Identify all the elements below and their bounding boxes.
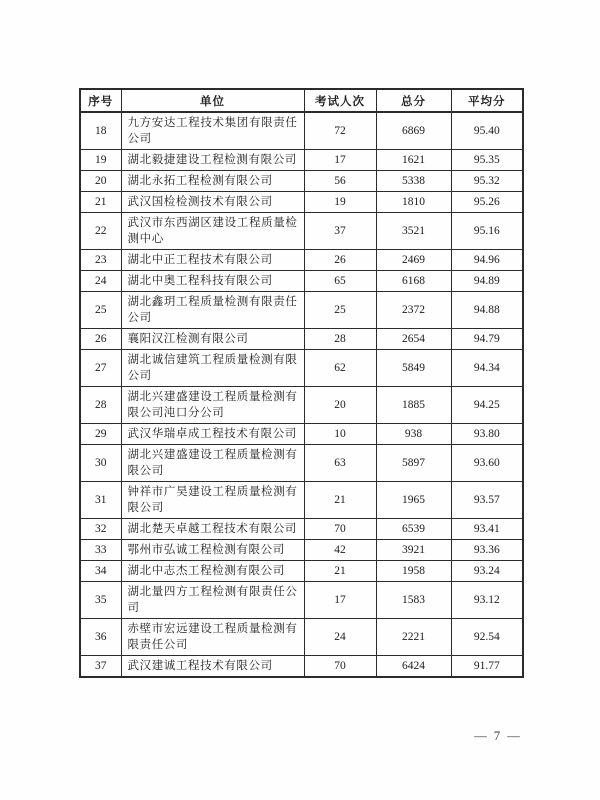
cell-total: 2372 xyxy=(376,292,451,329)
cell-avg: 93.12 xyxy=(451,582,523,619)
header-seq: 序号 xyxy=(80,89,121,112)
cell-unit: 湖北中奥工程科技有限公司 xyxy=(121,271,304,292)
cell-total: 2221 xyxy=(376,619,451,656)
table-row xyxy=(80,424,523,445)
cell-count: 56 xyxy=(304,171,376,192)
cell-unit: 武汉国检检测技术有限公司 xyxy=(121,192,304,213)
cell-seq: 19 xyxy=(80,150,121,171)
cell-count: 10 xyxy=(304,424,376,445)
cell-seq: 34 xyxy=(80,561,121,582)
cell-avg: 94.34 xyxy=(451,350,523,387)
cell-count: 65 xyxy=(304,271,376,292)
cell-unit: 湖北毅捷建设工程检测有限公司 xyxy=(121,150,304,171)
cell-total: 2469 xyxy=(376,250,451,271)
cell-unit: 湖北鑫玥工程质量检测有限责任公司 xyxy=(121,292,304,329)
cell-total: 5338 xyxy=(376,171,451,192)
cell-count: 26 xyxy=(304,250,376,271)
cell-seq: 30 xyxy=(80,445,121,482)
cell-count: 37 xyxy=(304,213,376,250)
table-row xyxy=(80,482,523,519)
cell-count: 21 xyxy=(304,482,376,519)
cell-count: 63 xyxy=(304,445,376,482)
cell-unit: 武汉建诚工程技术有限公司 xyxy=(121,656,304,678)
cell-seq: 37 xyxy=(80,656,121,678)
cell-unit: 湖北中志杰工程检测有限公司 xyxy=(121,561,304,582)
table-row xyxy=(80,445,523,482)
cell-unit: 湖北兴建盛建设工程质量检测有限公司沌口分公司 xyxy=(121,387,304,424)
cell-total: 3521 xyxy=(376,213,451,250)
table-header-row xyxy=(80,89,523,112)
cell-seq: 21 xyxy=(80,192,121,213)
cell-unit: 赤壁市宏远建设工程质量检测有限责任公司 xyxy=(121,619,304,656)
cell-count: 72 xyxy=(304,112,376,150)
cell-seq: 27 xyxy=(80,350,121,387)
table-row xyxy=(80,519,523,540)
cell-unit: 湖北中正工程技术有限公司 xyxy=(121,250,304,271)
header-total: 总分 xyxy=(376,89,451,112)
cell-avg: 95.35 xyxy=(451,150,523,171)
cell-seq: 18 xyxy=(80,112,121,150)
cell-total: 6539 xyxy=(376,519,451,540)
cell-count: 24 xyxy=(304,619,376,656)
cell-avg: 93.80 xyxy=(451,424,523,445)
table-row xyxy=(80,112,523,150)
cell-count: 25 xyxy=(304,292,376,329)
cell-avg: 95.32 xyxy=(451,171,523,192)
cell-total: 6869 xyxy=(376,112,451,150)
cell-seq: 33 xyxy=(80,540,121,561)
cell-seq: 25 xyxy=(80,292,121,329)
cell-seq: 24 xyxy=(80,271,121,292)
cell-seq: 28 xyxy=(80,387,121,424)
score-table xyxy=(79,88,524,678)
cell-seq: 23 xyxy=(80,250,121,271)
table-row xyxy=(80,329,523,350)
cell-unit: 鄂州市弘诚工程检测有限公司 xyxy=(121,540,304,561)
cell-avg: 95.40 xyxy=(451,112,523,150)
cell-total: 6168 xyxy=(376,271,451,292)
table-row xyxy=(80,250,523,271)
cell-unit: 襄阳汉江检测有限公司 xyxy=(121,329,304,350)
header-count: 考试人次 xyxy=(304,89,376,112)
cell-count: 42 xyxy=(304,540,376,561)
table-row xyxy=(80,192,523,213)
cell-avg: 94.88 xyxy=(451,292,523,329)
cell-avg: 93.24 xyxy=(451,561,523,582)
cell-unit: 九方安达工程技术集团有限责任公司 xyxy=(121,112,304,150)
cell-count: 20 xyxy=(304,387,376,424)
table-row xyxy=(80,213,523,250)
cell-avg: 94.96 xyxy=(451,250,523,271)
header-avg: 平均分 xyxy=(451,89,523,112)
cell-count: 17 xyxy=(304,582,376,619)
cell-total: 1958 xyxy=(376,561,451,582)
cell-seq: 32 xyxy=(80,519,121,540)
table-body xyxy=(80,112,523,677)
cell-avg: 92.54 xyxy=(451,619,523,656)
page-number: — 7 — xyxy=(474,729,522,743)
cell-count: 21 xyxy=(304,561,376,582)
table-row xyxy=(80,582,523,619)
cell-total: 2654 xyxy=(376,329,451,350)
table-row xyxy=(80,656,523,678)
cell-unit: 湖北诚信建筑工程质量检测有限公司 xyxy=(121,350,304,387)
cell-count: 70 xyxy=(304,656,376,678)
cell-avg: 95.26 xyxy=(451,192,523,213)
cell-seq: 20 xyxy=(80,171,121,192)
cell-total: 1621 xyxy=(376,150,451,171)
cell-avg: 93.60 xyxy=(451,445,523,482)
cell-avg: 95.16 xyxy=(451,213,523,250)
cell-total: 938 xyxy=(376,424,451,445)
cell-seq: 26 xyxy=(80,329,121,350)
cell-total: 1583 xyxy=(376,582,451,619)
cell-avg: 93.36 xyxy=(451,540,523,561)
cell-count: 28 xyxy=(304,329,376,350)
cell-avg: 91.77 xyxy=(451,656,523,678)
cell-unit: 湖北量四方工程检测有限责任公司 xyxy=(121,582,304,619)
cell-avg: 94.79 xyxy=(451,329,523,350)
cell-unit: 钟祥市广昊建设工程质量检测有限公司 xyxy=(121,482,304,519)
cell-total: 1810 xyxy=(376,192,451,213)
cell-avg: 93.57 xyxy=(451,482,523,519)
cell-avg: 94.25 xyxy=(451,387,523,424)
cell-avg: 93.41 xyxy=(451,519,523,540)
cell-avg: 94.89 xyxy=(451,271,523,292)
table-row xyxy=(80,292,523,329)
table-row xyxy=(80,561,523,582)
cell-count: 19 xyxy=(304,192,376,213)
cell-unit: 湖北永拓工程检测有限公司 xyxy=(121,171,304,192)
cell-seq: 35 xyxy=(80,582,121,619)
cell-seq: 36 xyxy=(80,619,121,656)
cell-total: 5897 xyxy=(376,445,451,482)
cell-seq: 31 xyxy=(80,482,121,519)
header-unit: 单位 xyxy=(121,89,304,112)
table-row xyxy=(80,150,523,171)
cell-total: 5849 xyxy=(376,350,451,387)
cell-count: 70 xyxy=(304,519,376,540)
table-row xyxy=(80,350,523,387)
cell-unit: 武汉市东西湖区建设工程质量检测中心 xyxy=(121,213,304,250)
table-row xyxy=(80,540,523,561)
table-row xyxy=(80,619,523,656)
cell-count: 62 xyxy=(304,350,376,387)
cell-total: 3921 xyxy=(376,540,451,561)
cell-total: 1885 xyxy=(376,387,451,424)
table-row xyxy=(80,271,523,292)
cell-unit: 武汉华瑞卓成工程技术有限公司 xyxy=(121,424,304,445)
cell-total: 6424 xyxy=(376,656,451,678)
table-row xyxy=(80,387,523,424)
table-row xyxy=(80,171,523,192)
cell-unit: 湖北楚天卓越工程技术有限公司 xyxy=(121,519,304,540)
cell-seq: 22 xyxy=(80,213,121,250)
cell-total: 1965 xyxy=(376,482,451,519)
cell-seq: 29 xyxy=(80,424,121,445)
cell-unit: 湖北兴建盛建设工程质量检测有限公司 xyxy=(121,445,304,482)
cell-count: 17 xyxy=(304,150,376,171)
